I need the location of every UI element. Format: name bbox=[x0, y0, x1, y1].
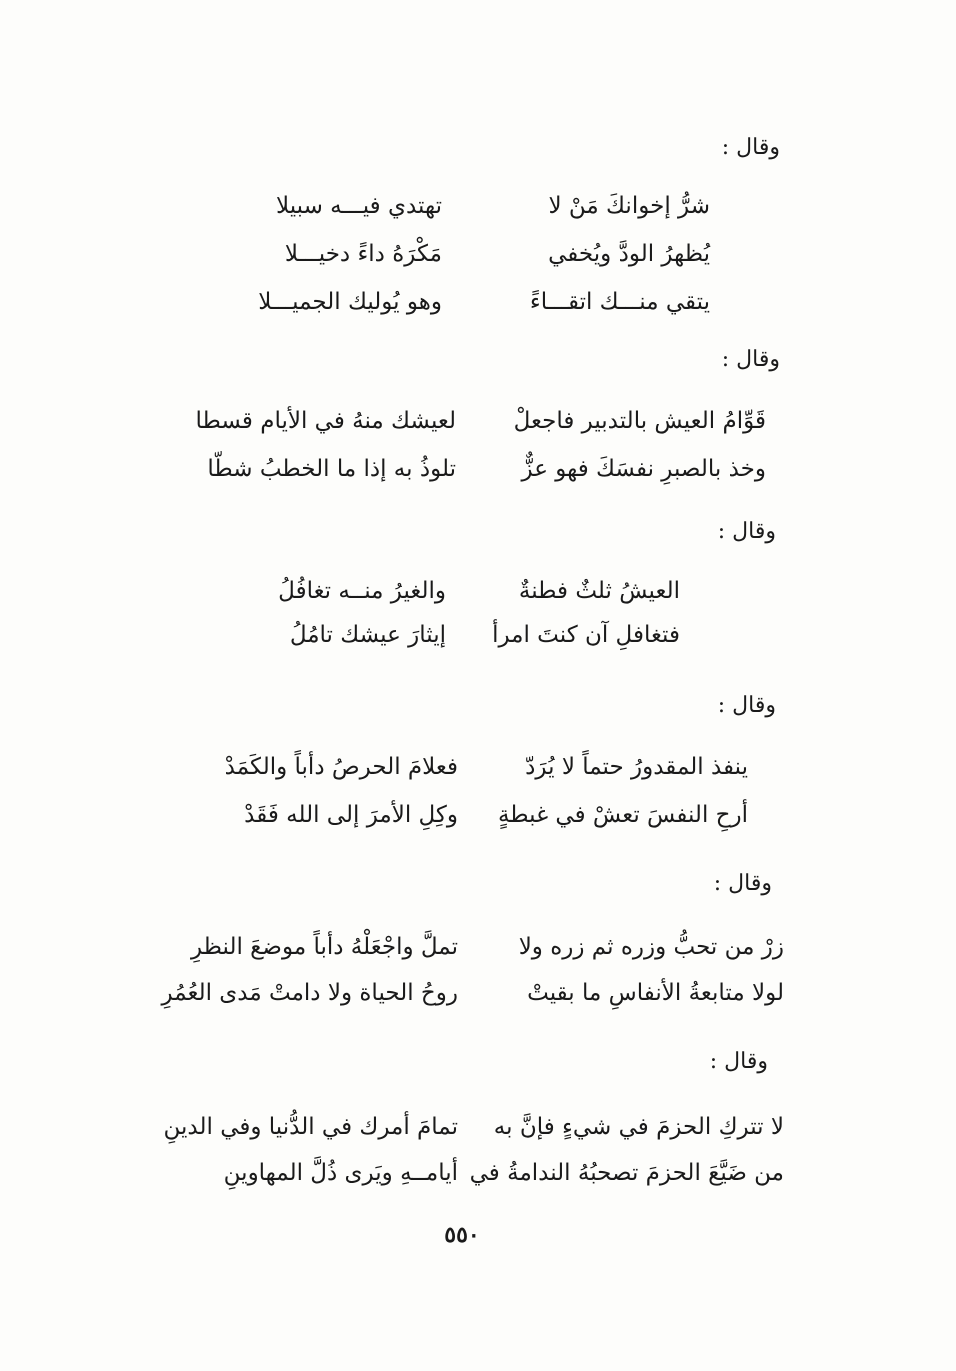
verse-line bbox=[192, 800, 748, 830]
page-number: ٥٥٠ bbox=[444, 1222, 480, 1248]
poem-intro: وقال : bbox=[713, 871, 772, 896]
first-hemistich: لولا متابعةُ الأنفاسِ ما بقيتْ bbox=[527, 980, 784, 1006]
second-hemistich: تهتدي فيـــه سبيلا bbox=[276, 193, 442, 219]
poem-intro: وقال : bbox=[721, 347, 780, 372]
second-hemistich: لعيشك منهُ في الأيام قسطا bbox=[195, 408, 456, 434]
second-hemistich: فعلامَ الحرصُ دأباً والكَمَدْ bbox=[224, 754, 458, 780]
second-hemistich: روحُ الحياة ولا دامتْ مَدى العُمُرِ bbox=[161, 980, 458, 1006]
verse-line bbox=[246, 620, 680, 650]
first-hemistich: ينفذ المقدورُ حتماً لا يُرَدّ bbox=[525, 754, 748, 780]
verse-line bbox=[232, 287, 710, 317]
verse-line bbox=[246, 576, 680, 606]
verse-line bbox=[192, 752, 748, 782]
first-hemistich: يُظهرُ الودَّ ويُخفي bbox=[548, 241, 710, 267]
first-hemistich: قَوِّامُ العيش بالتدبير فاجعلْ bbox=[513, 408, 766, 434]
second-hemistich: وهو يُوليك الجميـــلا bbox=[258, 289, 442, 315]
second-hemistich: والغيرُ منــه تغافُلُ bbox=[278, 578, 446, 604]
poem-intro: وقال : bbox=[709, 1049, 768, 1074]
first-hemistich: يتقي منـــك اتقـــاءً bbox=[529, 289, 710, 315]
poem-intro: وقال : bbox=[721, 135, 780, 160]
verse-line bbox=[232, 239, 710, 269]
first-hemistich: وخذ بالصبرِ نفسَكَ فهو عزٌّ bbox=[521, 456, 766, 482]
first-hemistich: العيشُ ثلثٌ فطنةٌ bbox=[518, 578, 680, 604]
second-hemistich: وكِلِ الأمرَ إلى الله فَقَدْ bbox=[244, 802, 458, 828]
second-hemistich: تلوذُ به إذا ما الخطبُ شطّا bbox=[207, 456, 456, 482]
second-hemistich: إيثارَ عيشك تامُلُ bbox=[289, 622, 446, 648]
first-hemistich: لا تتركِ الحزمَ في شيءٍ فإنَّ به bbox=[493, 1114, 784, 1140]
second-hemistich: تملَّ واجْعَلْهُ دأباً موضعَ النظرِ bbox=[190, 934, 458, 960]
verse-line bbox=[232, 191, 710, 221]
verse-line bbox=[138, 1112, 784, 1142]
verse-line bbox=[138, 1158, 784, 1188]
first-hemistich: من ضَيَّعَ الحزمَ تصحبُهُ الندامةُ في bbox=[469, 1160, 784, 1186]
first-hemistich: أرحِ النفسَ تعشْ في غبطةٍ bbox=[497, 802, 748, 828]
second-hemistich: مَكْرَهُ داءً دخيـــلا bbox=[284, 241, 442, 267]
first-hemistich: شرُّ إخوانكَ مَنْ لا bbox=[548, 193, 710, 219]
second-hemistich: أيامــهِ ويَرى ذُلَّ المهاوينِ bbox=[223, 1160, 458, 1186]
poem-intro: وقال : bbox=[717, 693, 776, 718]
first-hemistich: فتغافلِ آن كنتَ امرأ bbox=[492, 622, 680, 648]
first-hemistich: زرْ من تحبُّ وزره ثم زره ولا bbox=[518, 934, 784, 960]
verse-line bbox=[138, 932, 784, 962]
second-hemistich: تمامَ أمرك في الدُّنيا وفي الدينِ bbox=[163, 1114, 458, 1140]
verse-line bbox=[176, 454, 766, 484]
poem-intro: وقال : bbox=[717, 519, 776, 544]
verse-line bbox=[176, 406, 766, 436]
verse-line bbox=[138, 978, 784, 1008]
